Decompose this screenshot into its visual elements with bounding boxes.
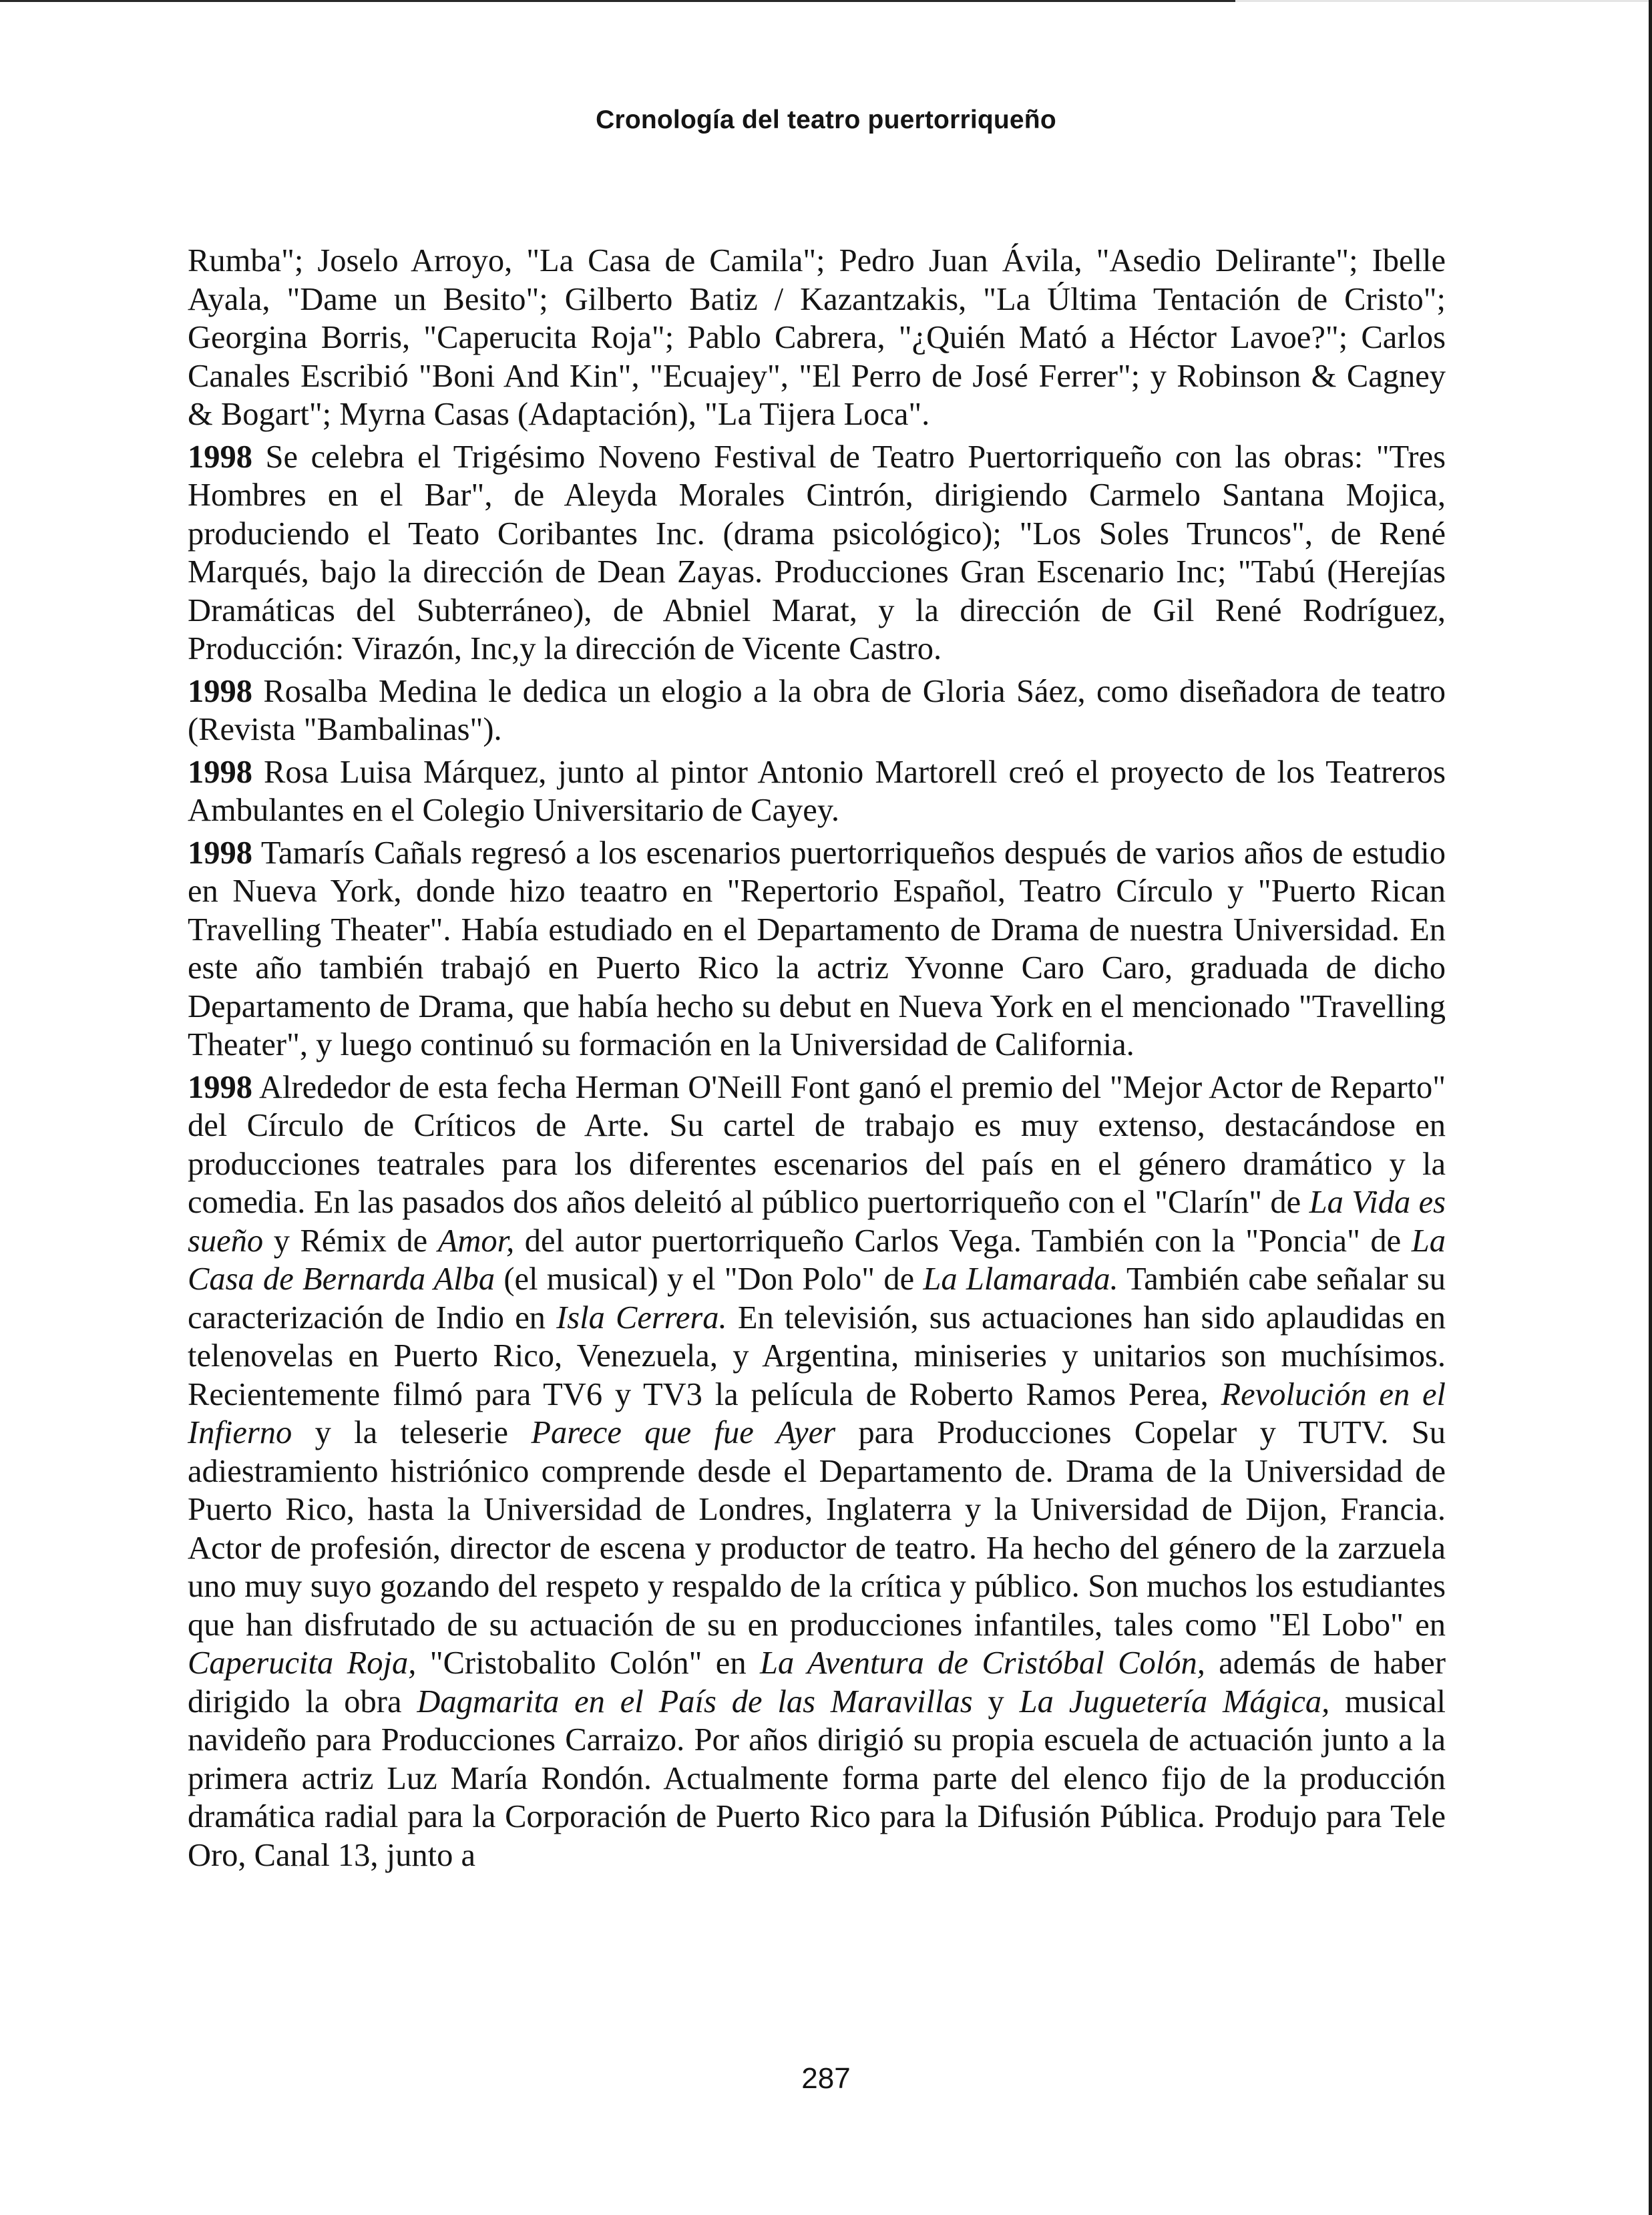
- work-title: La Vida es sueño: [188, 1185, 1446, 1259]
- text-run: del autor puertorriqueño Carlos Vega. También con la "Poncia" de: [514, 1223, 1412, 1259]
- entry-tamaris-canals: [188, 834, 1446, 1064]
- text-run: además de haber dirigido la obra: [188, 1645, 1446, 1720]
- work-title: La Aventura de Cristóbal Colón,: [760, 1645, 1205, 1681]
- entry-rosalba-medina: [188, 672, 1446, 749]
- entry-text: Se celebra el Trigésimo Noveno Festival de Teatro Puertorriqueño con las obras: "Tres Hombres en el Bar", de Aleyda Morales Cintrón, dirigiendo Carmelo Santana Mojica, produciendo el Teato Coribantes Inc. (drama psicológico); "Los Soles Truncos", de René Marqués, bajo la dirección de Dean Zayas. Producciones Gran Escenario Inc; "Tabú (Herejías Dramáticas del Subterráneo), de Abniel Marat, y la dirección de Gil René Rodríguez, Producción: Virazón, Inc,y la dirección de Vicente Castro.: [188, 439, 1446, 666]
- entry-year: 1998: [188, 835, 252, 871]
- work-title: Dagmarita en el País de las Maravillas: [417, 1683, 973, 1720]
- page-number: 287: [801, 2062, 851, 2095]
- work-title: La Juguetería Mágica,: [1019, 1683, 1330, 1720]
- entry-year: 1998: [188, 673, 252, 709]
- entry-text: Tamarís Cañals regresó a los escenarios puertorriqueños después de varios años de estudio en Nueva York, donde hizo teaatro en "Repertorio Español, Teatro Círculo y "Puerto Rican Travelling Theater". Había estudiado en el Departamento de Drama de nuestra Universidad. En este año también trabajó en Puerto Rico la actriz Yvonne Caro Caro, graduada de dicho Departamento de Drama, que había hecho su debut en Nueva York en el mencionado "Travelling Theater", y luego continuó su formación en la Universidad de California.: [188, 835, 1446, 1062]
- entry-year: 1998: [188, 439, 252, 475]
- text-run: y Rémix de: [263, 1223, 438, 1259]
- entry-text: Rosalba Medina le dedica un elogio a la obra de Gloria Sáez, como diseñadora de teatro (Revista "Bambalinas").: [188, 673, 1446, 747]
- work-title: Parece que fue Ayer: [531, 1415, 836, 1450]
- entry-year: 1998: [188, 754, 252, 790]
- scan-right-edge: [1649, 0, 1652, 2215]
- text-run: Alrededor de esta fecha Herman O'Neill Font ganó el premio del "Mejor Actor de Reparto" del Círculo de Críticos de Arte. Su cartel de trabajo es muy extenso, destacándose en producciones teatrales para los diferentes escenarios del país en el género dramático y la comedia. En las pasados dos años deleitó al público puertorriqueño con el "Clarín" de: [188, 1069, 1446, 1220]
- entry-herman-oneill-font: [188, 1068, 1446, 1875]
- text-run: En televisión, sus actuaciones han sido aplaudidas en telenovelas en Puerto Rico, Venezuela, y Argentina, miniseries y unitarios son muchísimos. Recientemente filmó para TV6 y TV3 la película de Roberto Ramos Perea,: [188, 1299, 1446, 1412]
- text-run: y: [972, 1683, 1020, 1720]
- work-title: La Casa de Bernarda Alba: [188, 1223, 1446, 1297]
- work-title: La Llamarada.: [923, 1261, 1118, 1297]
- entry-rosa-luisa-marquez: [188, 753, 1446, 830]
- body-text: [188, 242, 1446, 1878]
- work-title: Caperucita Roja,: [188, 1645, 417, 1681]
- text-run: "Cristobalito Colón" en: [416, 1645, 760, 1681]
- entry-year: 1998: [188, 1069, 252, 1105]
- work-title: Revolución en el Infierno: [188, 1376, 1446, 1450]
- entry-festival: [188, 438, 1446, 668]
- running-head: Cronología del teatro puertorriqueño: [596, 106, 1056, 134]
- text-run: También cabe señalar su caracterización de Indio en: [188, 1261, 1446, 1336]
- work-title: Amor,: [437, 1223, 515, 1259]
- text-run: y la teleserie: [292, 1415, 532, 1450]
- entry-text: Rosa Luisa Márquez, junto al pintor Antonio Martorell creó el proyecto de los Teatreros Ambulantes en el Colegio Universitario de Cayey.: [188, 754, 1446, 828]
- text-run: musical navideño para Producciones Carraizo. Por años dirigió su propia escuela de actuación junto a la primera actriz Luz María Rondón. Actualmente forma parte del elenco fijo de la producción dramática radial para la Corporación de Puerto Rico para la Difusión Pública. Produjo para Tele Oro, Canal 13, junto a: [188, 1683, 1446, 1873]
- text-run: para Producciones Copelar y TUTV. Su adiestramiento histriónico comprende desde el Departamento de. Drama de la Universidad de Puerto Rico, hasta la Universidad de Londres, Inglaterra y la Universidad de Dijon, Francia. Actor de profesión, director de escena y productor de teatro. Ha hecho del género de la zarzuela uno muy suyo gozando del respeto y respaldo de la crítica y público. Son muchos los estudiantes que han disfrutado de su actuación de su en producciones infantiles, tales como "El Lobo" en: [188, 1415, 1446, 1643]
- entry-text-rich: [188, 1070, 1446, 1873]
- paragraph-continuation: [188, 242, 1446, 434]
- scan-top-edge: [0, 0, 1235, 2]
- text-run: (el musical) y el "Don Polo" de: [495, 1261, 923, 1297]
- work-title: Isla Cerrera.: [556, 1299, 727, 1336]
- paragraph-text: Rumba"; Joselo Arroyo, "La Casa de Camila"; Pedro Juan Ávila, "Asedio Delirante"; Ibelle Ayala, "Dame un Besito"; Gilberto Batiz / Kazantzakis, "La Última Tentación de Cristo"; Georgina Borris, "Caperucita Roja"; Pablo Cabrera, "¿Quién Mató a Héctor Lavoe?"; Carlos Canales Escribió "Boni And Kin", "Ecuajey", "El Perro de José Ferrer"; y Robinson & Cagney & Bogart"; Myrna Casas (Adaptación), "La Tijera Loca".: [188, 243, 1446, 432]
